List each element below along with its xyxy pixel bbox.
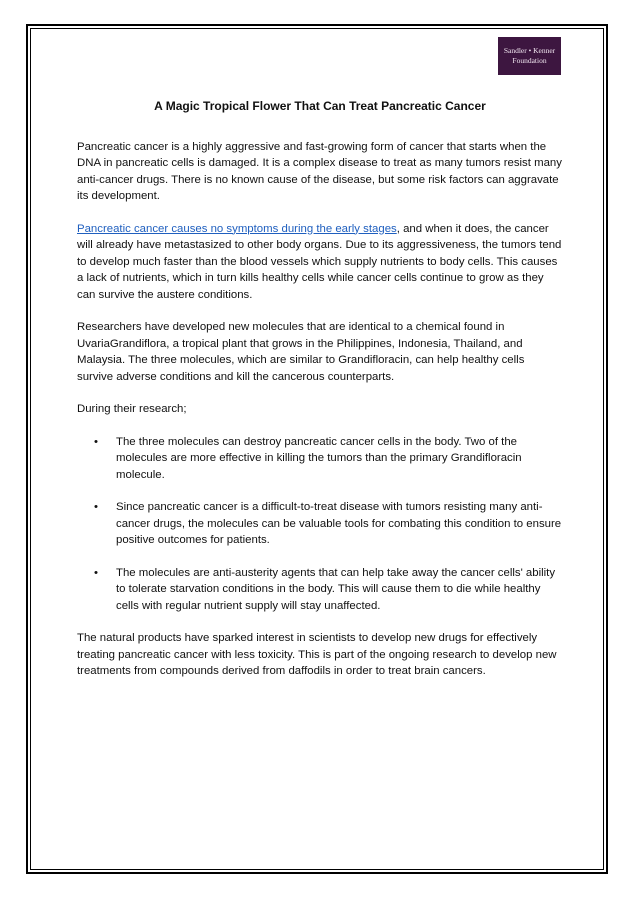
paragraph-symptoms-text: , and when it does, the cancer will already have metastasized to other body organs. Due to its aggressiveness, the tumors tend to develop much faster than the blood vessels which supply nutrients to body cells. This causes a lack of nutrients, which in turn kills healthy cells while cancer cells continue to grow as they can survive the austere conditions. — [77, 222, 562, 301]
list-item — [94, 499, 563, 549]
paragraph-research: Researchers have developed new molecules that are identical to a chemical found in UvariaGrandiflora, a tropical plant that grows in the Philippines, Indonesia, Thailand, and Malaysia. The three molecules, which are similar to Grandifloracin, can help healthy cells survive adverse conditions and kill the cancerous counterparts. — [77, 321, 525, 383]
foundation-logo — [498, 37, 561, 75]
list-item — [94, 434, 563, 484]
list-item-text: The molecules are anti-austerity agents that can help take away the cancer cells' ability to tolerate starvation conditions in the body. This will cause them to die while healthy cells with regular nutrient supply will stay unaffected. — [116, 566, 556, 612]
paragraph-conclusion: The natural products have sparked interest in scientists to develop new drugs for effectively treating pancreatic cancer with less toxicity. This is part of the ongoing research to develop new treatments from compounds derived from daffodils in order to treat brain cancers. — [77, 632, 557, 677]
list-item-text: The three molecules can destroy pancreatic cancer cells in the body. Two of the molecules are more effective in killing the tumors than the primary Grandifloracin molecule. — [116, 435, 522, 481]
paragraph-intro: Pancreatic cancer is a highly aggressive and fast-growing form of cancer that starts when the DNA in pancreatic cells is damaged. It is a complex disease to treat as many tumors resist many anti-cancer drugs. There is no known cause of the disease, but some risk factors can aggravate its development. — [77, 140, 562, 202]
bullet-icon: • — [94, 566, 98, 579]
list-item — [94, 565, 563, 615]
bullet-icon: • — [94, 501, 98, 513]
paragraph-symptoms — [77, 221, 563, 304]
logo-line-2: Foundation — [512, 56, 547, 65]
logo-line-1: Sandler • Kenner — [503, 46, 556, 55]
document-title: A Magic Tropical Flower That Can Treat Pancreatic Cancer — [154, 99, 486, 113]
bullet-icon: • — [94, 435, 98, 448]
paragraph-during-research: During their research; — [77, 403, 187, 415]
findings-list — [77, 434, 563, 615]
document-body — [77, 98, 563, 696]
symptoms-link[interactable]: Pancreatic cancer causes no symptoms during the early stages — [77, 222, 397, 235]
list-item-text: Since pancreatic cancer is a difficult-to-treat disease with tumors resisting many anti-cancer drugs, the molecules can be valuable tools for combating this condition to ensure positive outcomes for patients. — [116, 501, 562, 546]
